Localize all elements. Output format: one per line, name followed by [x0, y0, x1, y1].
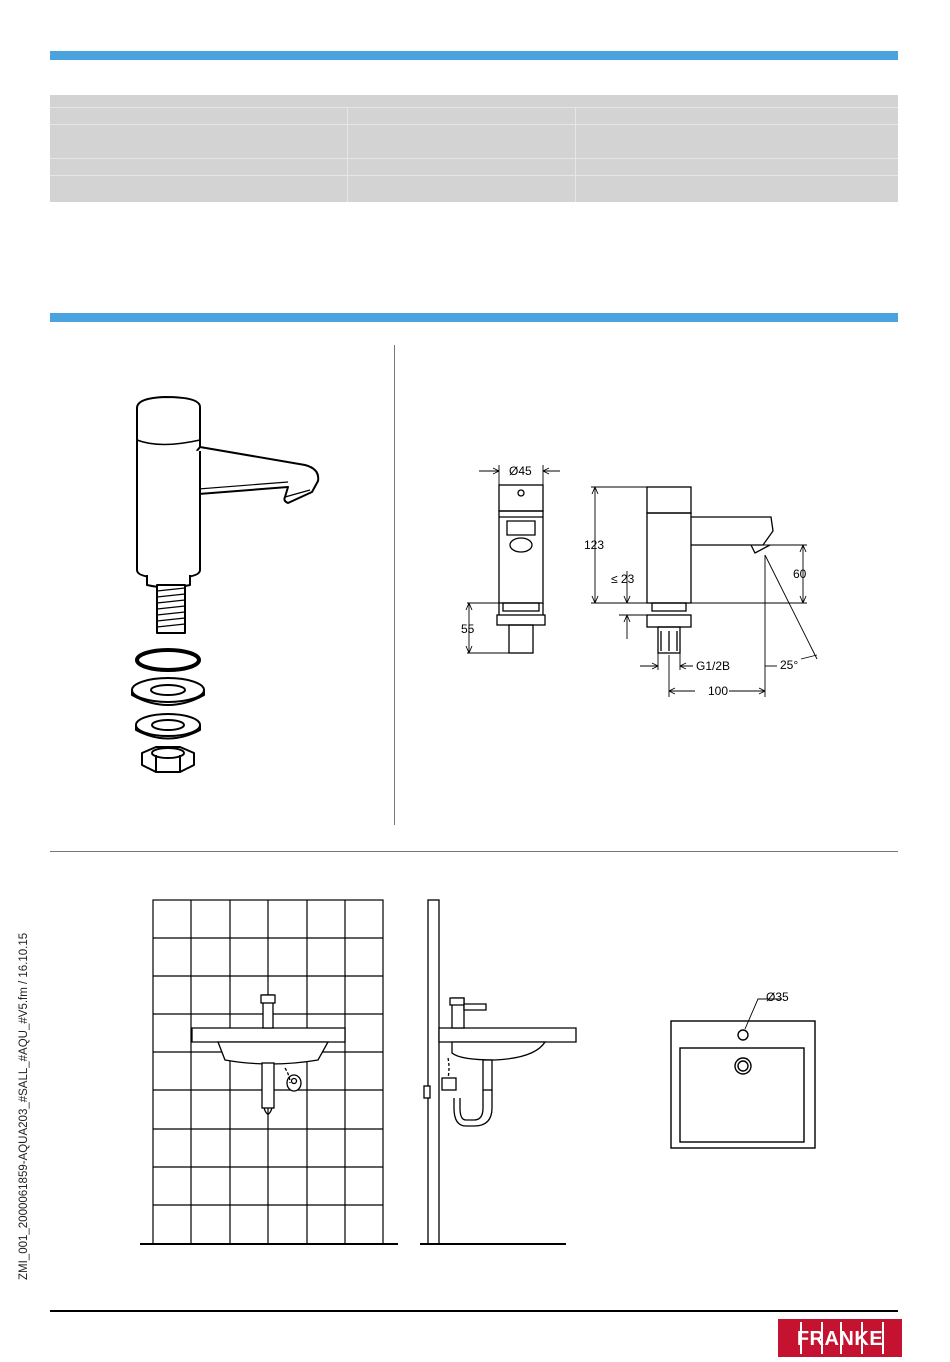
spec-table [50, 95, 898, 202]
franke-logo [778, 1319, 902, 1357]
spec-table-row-divider [50, 175, 898, 176]
spec-table-row-divider [50, 107, 898, 108]
dim-angle: 25° [780, 658, 799, 672]
dim-height-max-deck: ≤ 23 [611, 572, 635, 586]
spec-table-row-divider [50, 158, 898, 159]
dim-shank-length: 55 [461, 622, 475, 636]
brand-name: FRANKE [796, 1328, 884, 1350]
section-divider-horizontal [50, 851, 898, 852]
section-divider-vertical [394, 345, 395, 825]
spec-table-row-divider [50, 124, 898, 125]
dimension-drawing [455, 455, 835, 705]
installation-top-view [668, 985, 820, 1153]
section-accent-bar [50, 313, 898, 322]
dim-body-diameter: Ø45 [509, 464, 532, 478]
dim-height-total: 123 [584, 538, 605, 552]
franke-logo-mark [778, 1319, 902, 1357]
document-reference: ZMI_001_2000061859-AQUA203_#SALL_#AQU_#V5.fm / 16.10.15 [18, 932, 30, 1280]
spec-table-col-divider [575, 107, 576, 202]
installation-front-view [140, 898, 402, 1250]
hole-diameter-label: Ø35 [766, 990, 789, 1004]
dim-outlet-height: 60 [793, 567, 807, 581]
header-accent-bar [50, 51, 898, 60]
exploded-view-drawing [120, 385, 340, 785]
spec-table-col-divider [347, 107, 348, 202]
installation-side-view [420, 898, 582, 1250]
dim-projection: 100 [708, 684, 729, 698]
dim-connection-thread: G1/2B [696, 659, 731, 673]
footer-rule [50, 1310, 898, 1312]
